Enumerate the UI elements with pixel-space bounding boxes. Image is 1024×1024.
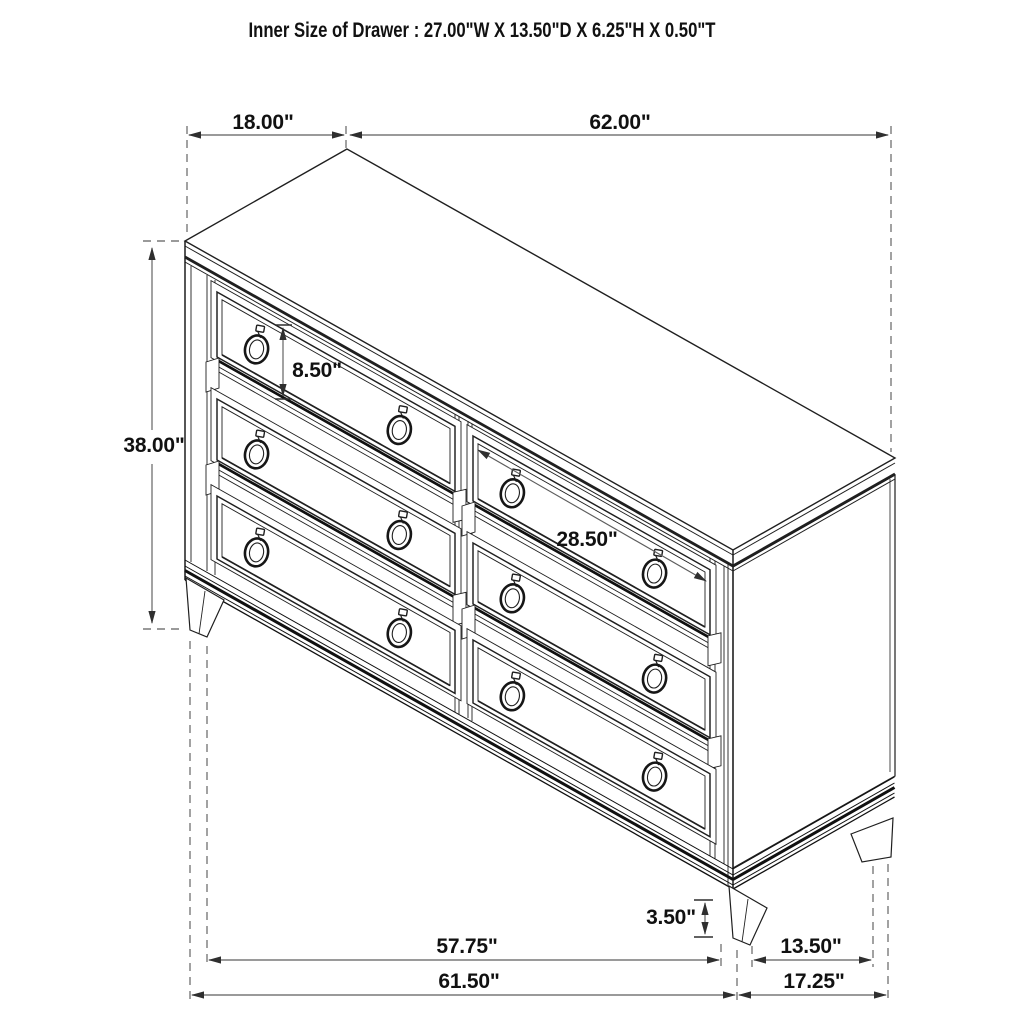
dim-label-front-width-overall: 61.50"	[438, 970, 500, 993]
front-right-leg	[729, 886, 767, 945]
dim-label-overall-height: 38.00"	[123, 434, 185, 457]
rail-endcap	[708, 736, 721, 769]
dim-label-leg-height: 3.50"	[646, 906, 696, 929]
dim-label-drawer-face-height: 8.50"	[292, 359, 342, 382]
rail-endcap	[206, 358, 219, 392]
dim-label-top-width: 62.00"	[589, 111, 651, 134]
dim-label-top-depth: 18.00"	[232, 111, 294, 134]
dim-side-depth-overall	[739, 970, 886, 995]
dim-front-width-overall	[192, 970, 735, 995]
back-right-leg	[851, 818, 893, 862]
dim-leg-height	[646, 900, 713, 937]
dim-label-drawer-face-width: 28.50"	[556, 528, 618, 551]
dim-overall-height	[123, 241, 184, 629]
dim-side-depth-between-legs	[754, 935, 871, 960]
dim-label-front-width-between-legs: 57.75"	[436, 935, 498, 958]
dim-label-side-depth-between-legs: 13.50"	[780, 935, 842, 958]
rail-endcap	[708, 633, 721, 666]
dim-label-side-depth-overall: 17.25"	[783, 970, 845, 993]
diagram-title: Inner Size of Drawer : 27.00"W X 13.50"D X 6.25"H X 0.50"T	[248, 18, 716, 42]
dresser-drawing	[185, 149, 895, 945]
rail-endcap	[462, 502, 475, 536]
dim-front-width-between-legs	[209, 935, 719, 960]
